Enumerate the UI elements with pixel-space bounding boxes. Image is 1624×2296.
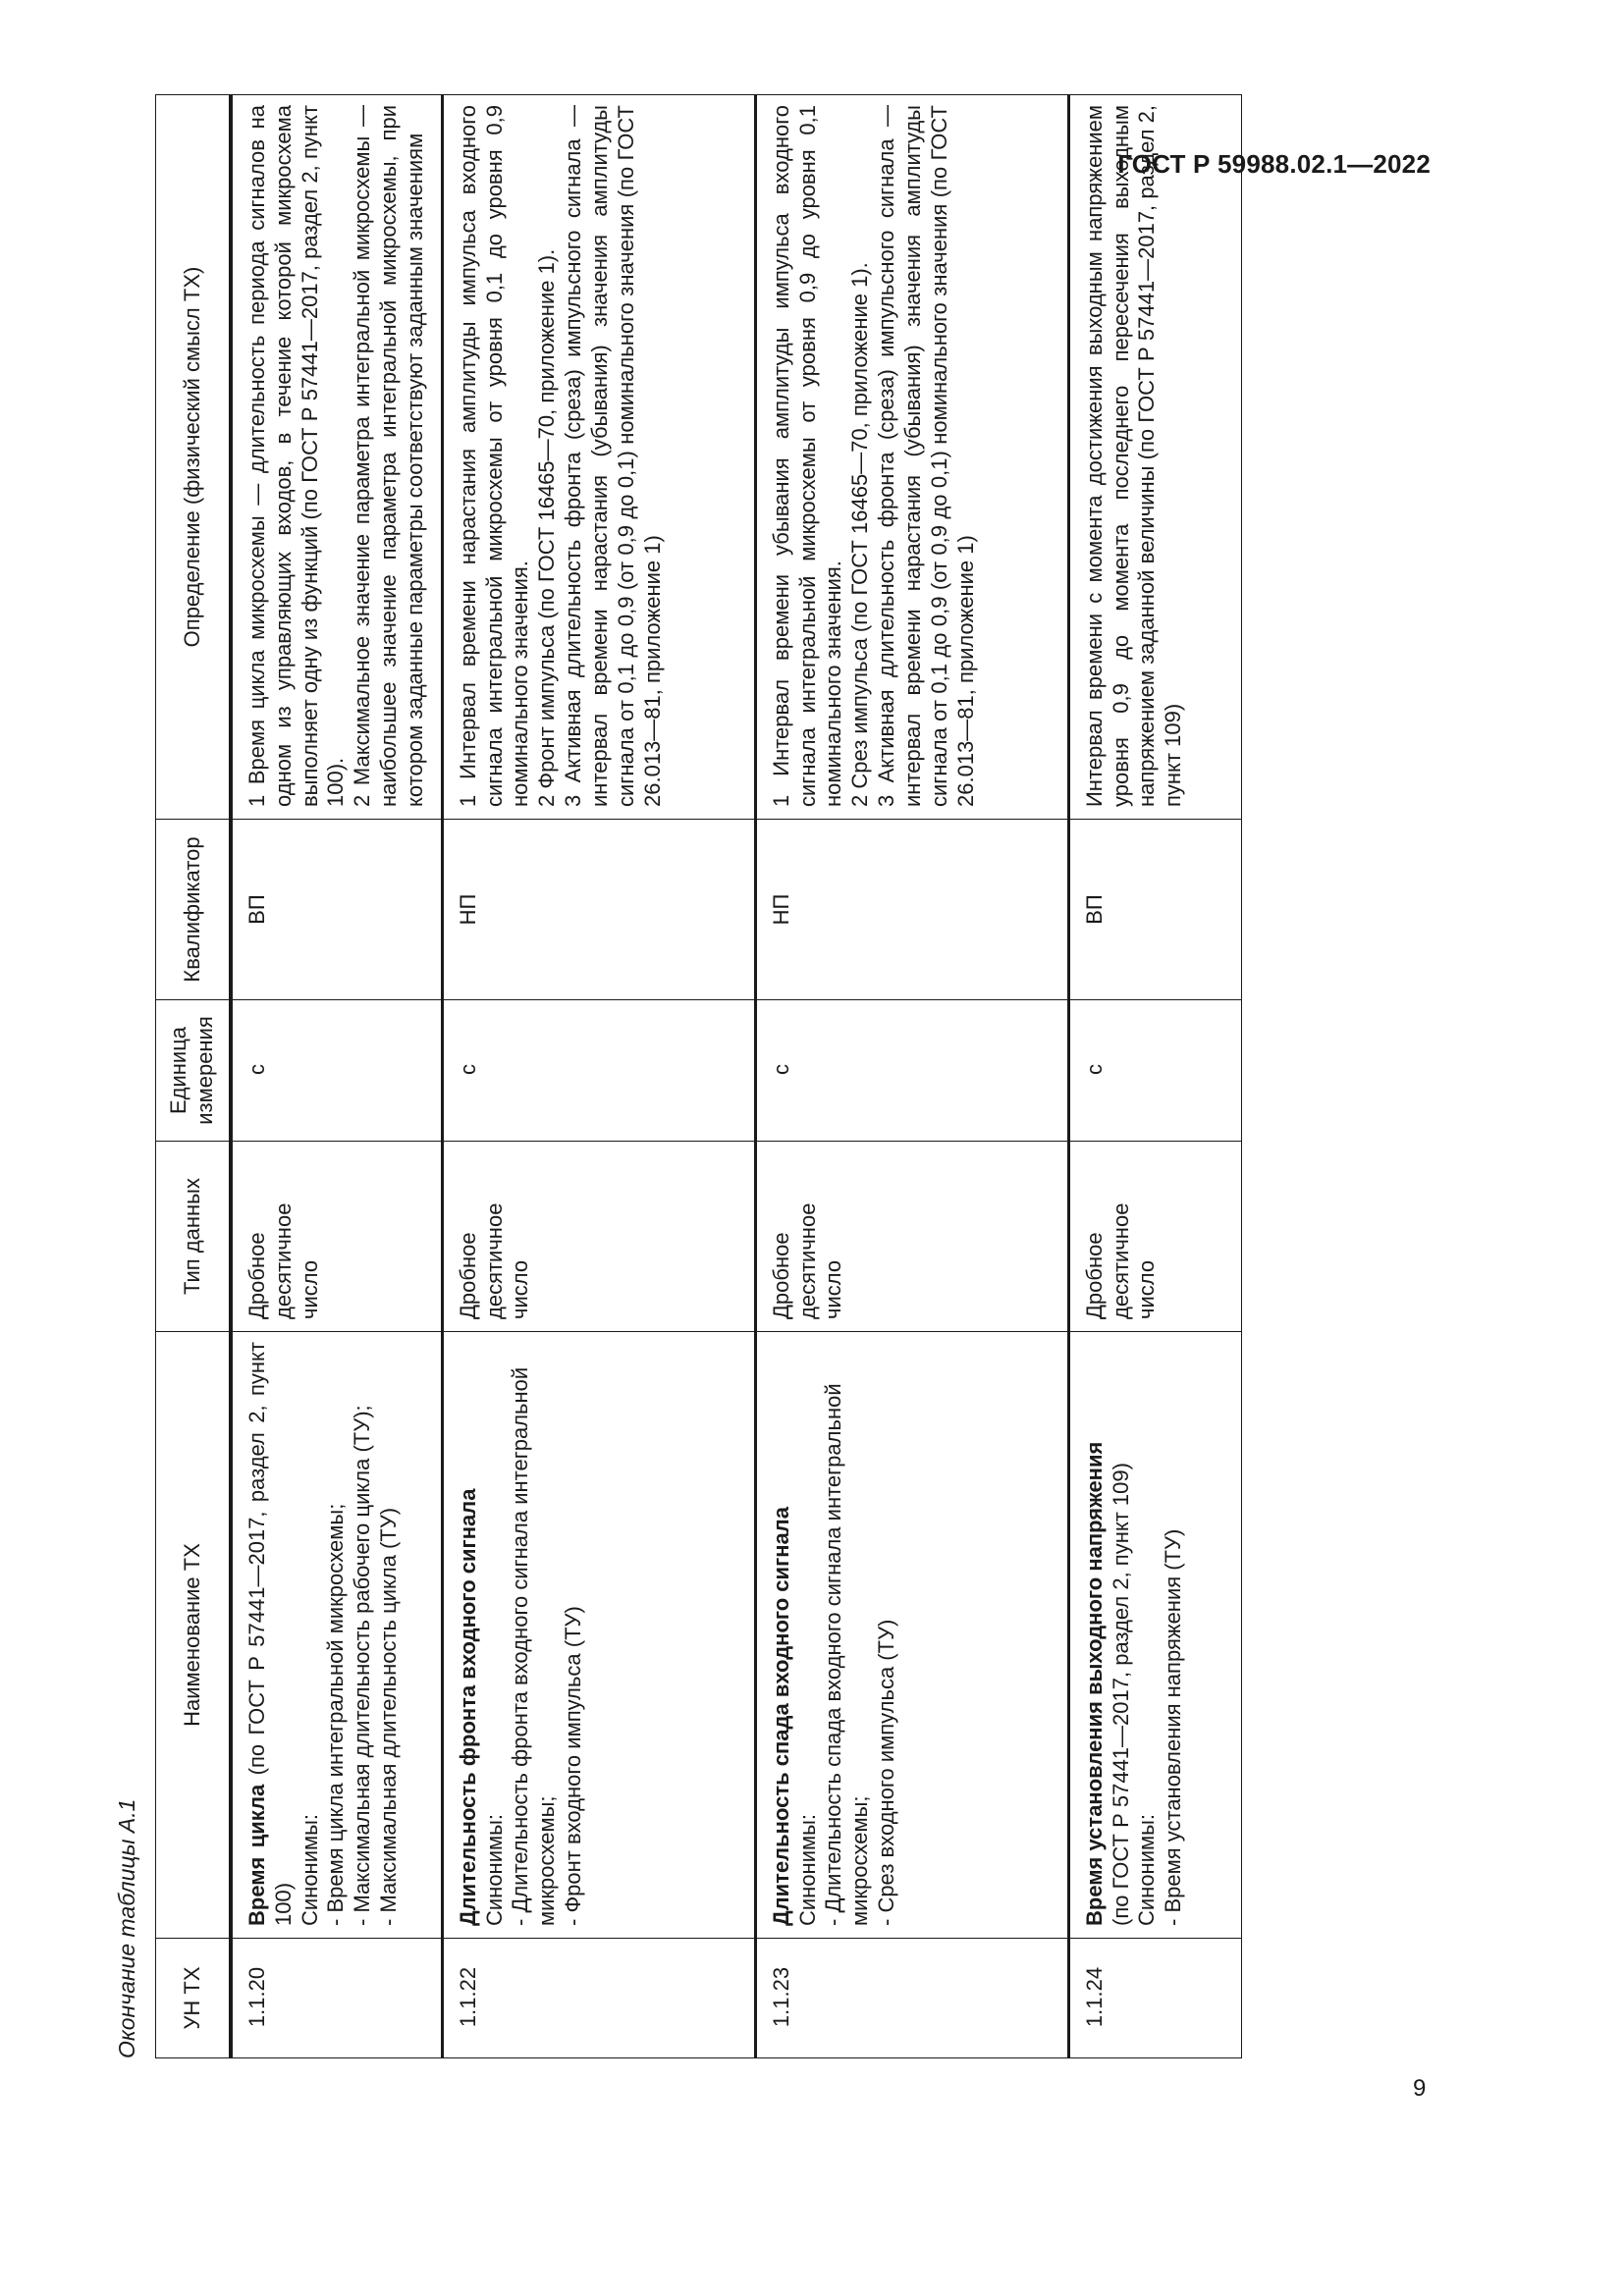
characteristic-name: Время установления выходного напряжения [1081,1441,1107,1926]
cell-data-type: Дробное десятичное число [755,1142,1068,1332]
cell-data-type: Дробное десятичное число [442,1142,755,1332]
synonyms-label: Синонимы: [481,1813,507,1926]
cell-name [231,1332,442,1939]
synonym-item: - Максимальная длительность рабочего цикла (ТУ); [350,1405,375,1926]
cell-definition [755,95,1068,820]
cell-code: 1.1.20 [231,1939,442,2058]
cell-qualifier: ВП [231,820,442,1000]
column-header-qualifier: Квалификатор [156,820,232,1000]
cell-qualifier: НП [442,820,755,1000]
document-header: ГОСТ Р 59988.02.1—2022 [1117,149,1431,179]
cell-unit: с [231,1000,442,1142]
definition-paragraph: 2 Максимальное значение параметра интегральной микросхемы — наибольшее значение параметра интегральной микросхемы, при котором заданные параметры соответствуют заданным значениям [350,105,427,807]
synonym-item: - Время установления напряжения (ТУ) [1161,1528,1186,1926]
characteristic-source: (по ГОСТ Р 57441—2017, раздел 2, пункт 109) [1108,1463,1133,1926]
table-header-row [156,95,232,2058]
definition-paragraph: 3 Активная длительность фронта (среза) импульсного сигнала — интервал времени нарастания (убывания) значения амплитуды сигнала от 0,1 до 0,9 (от 0,9 до 0,1) номинального значения (по ГОСТ 26.013—81, приложение 1) [561,105,665,807]
column-header-definition: Определение (физический смысл ТХ) [156,95,232,820]
column-header-name: Наименование ТХ [156,1332,232,1939]
cell-data-type: Дробное десятичное число [1068,1142,1241,1332]
cell-definition [1068,95,1241,820]
cell-name [755,1332,1068,1939]
synonyms-label: Синонимы: [297,1813,322,1926]
definition-paragraph: 1 Время цикла микросхемы — длительность периода сигналов на одном из управляющих входов, в течение которой микросхема выполняет одну из функций (по ГОСТ Р 57441—2017, раздел 2, пункт 100). [244,105,349,807]
cell-qualifier: НП [755,820,1068,1000]
column-header-code: УН ТХ [156,1939,232,2058]
table-row [1068,95,1241,2058]
definition-paragraph: 1 Интервал времени убывания амплитуды импульса входного сигнала интегральной микросхемы от уровня 0,9 до уровня 0,1 номинального значения. [768,105,846,807]
synonym-item: - Длительность фронта входного сигнала интегральной микросхемы; [508,1366,560,1926]
characteristics-table [155,94,1242,2058]
characteristic-source: (по ГОСТ Р 57441—2017, раздел 2, пункт 100) [244,1342,296,1926]
cell-code: 1.1.22 [442,1939,755,2058]
characteristic-name: Длительность фронта входного сигнала [455,1488,480,1926]
column-header-type: Тип данных [156,1142,232,1332]
synonyms-label: Синонимы: [794,1813,820,1926]
synonym-item: - Фронт входного импульса (ТУ) [561,1606,586,1926]
synonyms-label: Синонимы: [1134,1813,1160,1926]
cell-unit: с [1068,1000,1241,1142]
column-header-unit: Единица измерения [156,1000,232,1142]
cell-definition [442,95,755,820]
cell-unit: с [442,1000,755,1142]
synonym-item: - Максимальная длительность цикла (ТУ) [376,1507,402,1926]
cell-name [442,1332,755,1939]
page-number: 9 [1413,2075,1427,2102]
table-row [755,95,1068,2058]
cell-definition [231,95,442,820]
cell-code: 1.1.24 [1068,1939,1241,2058]
synonym-item: - Время цикла интегральной микросхемы; [323,1503,349,1926]
definition-paragraph: 3 Активная длительность фронта (среза) импульсного сигнала — интервал времени нарастания (убывания) значения амплитуды сигнала от 0,1 до 0,9 (от 0,9 до 0,1) номинального значения (по ГОСТ 26.013—81, приложение 1) [874,105,978,807]
definition-paragraph: 2 Срез импульса (по ГОСТ 16465—70, приложение 1). [847,262,873,807]
synonym-item: - Срез входного импульса (ТУ) [874,1619,899,1926]
cell-code: 1.1.23 [755,1939,1068,2058]
table-row [231,95,442,2058]
synonym-item: - Длительность спада входного сигнала интегральной микросхемы; [821,1383,873,1926]
table-row [442,95,755,2058]
characteristic-name: Длительность спада входного сигнала [768,1507,793,1926]
cell-data-type: Дробное десятичное число [231,1142,442,1332]
table-caption: Окончание таблицы А.1 [114,1798,139,2058]
definition-paragraph: 1 Интервал времени нарастания амплитуды импульса входного сигнала интегральной микросхемы от уровня 0,1 до уровня 0,9 номинального значения. [455,105,533,807]
cell-qualifier: ВП [1068,820,1241,1000]
definition-paragraph: Интервал времени с момента достижения выходным напряжением уровня 0,9 до момента последнего пересечения выходным напряжением заданной величины (по ГОСТ Р 57441—2017, раздел 2, пункт 109) [1081,105,1186,807]
rotated-table-area [108,11,1402,2058]
characteristic-name: Время цикла [244,1784,269,1926]
cell-name [1068,1332,1241,1939]
cell-unit: с [755,1000,1068,1142]
definition-paragraph: 2 Фронт импульса (по ГОСТ 16465—70, приложение 1). [534,248,560,807]
